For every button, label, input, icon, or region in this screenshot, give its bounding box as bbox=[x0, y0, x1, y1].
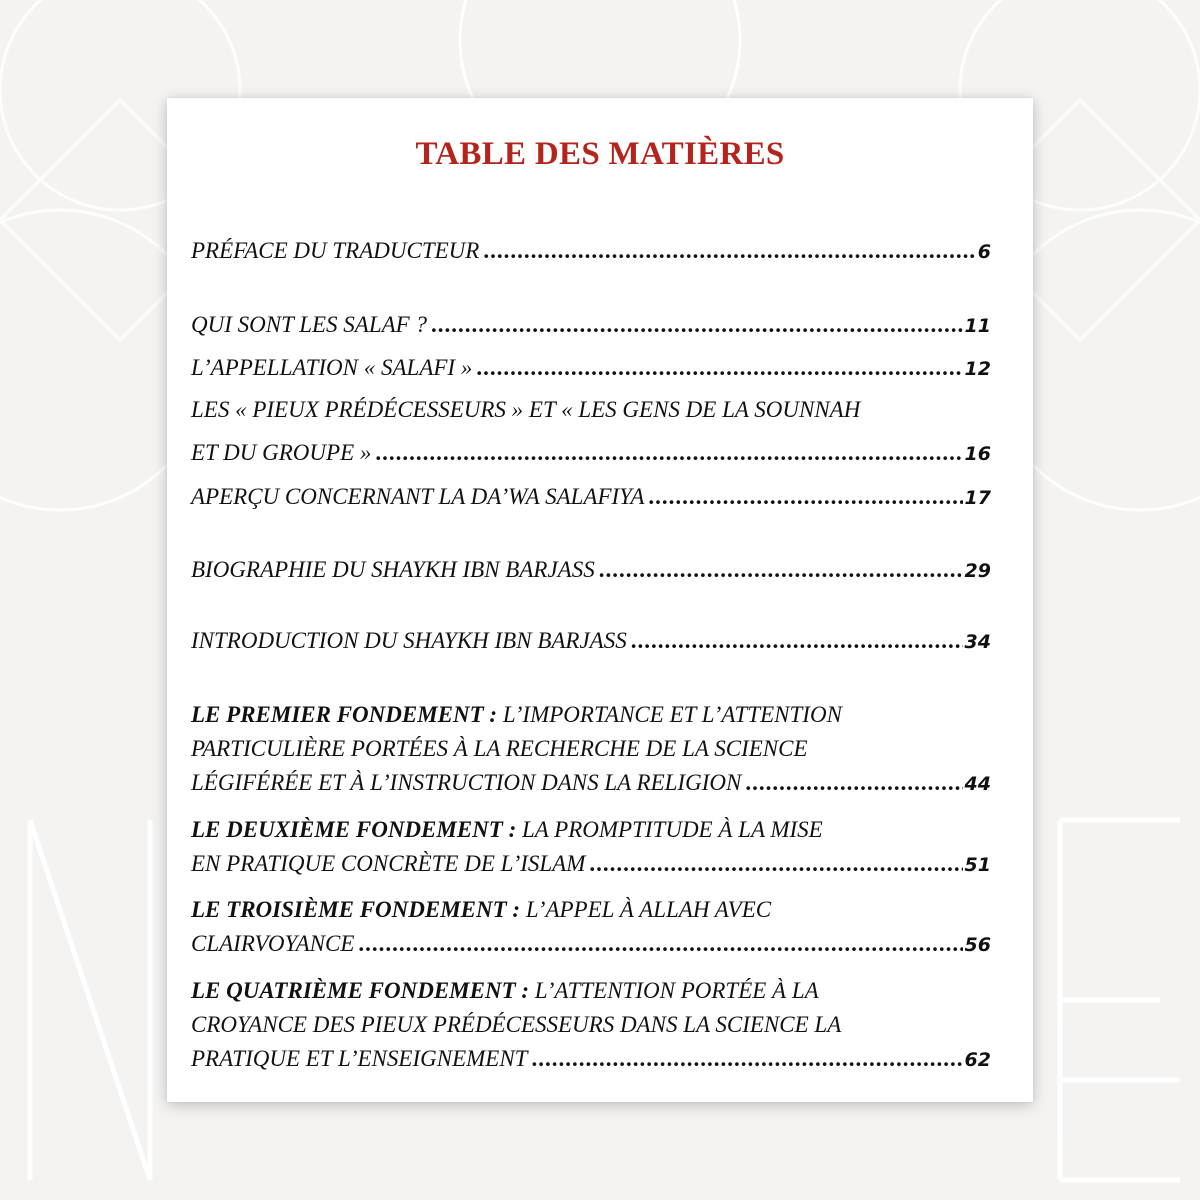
page-title: TABLE DES MATIÈRES bbox=[415, 136, 785, 172]
entry-text: EN PRATIQUE CONCRÈTE DE L’ISLAM bbox=[191, 851, 586, 876]
toc-entry[interactable] bbox=[191, 312, 991, 342]
entry-heading: LE QUATRIÈME FONDEMENT : bbox=[191, 978, 530, 1003]
page-number: 34 bbox=[964, 631, 991, 653]
dot-leader bbox=[531, 1046, 962, 1072]
toc-entry[interactable] bbox=[191, 628, 991, 658]
entry-text: BIOGRAPHIE DU SHAYKH IBN BARJASS bbox=[191, 557, 595, 582]
entry-text: L’APPELLATION « SALAFI » bbox=[191, 355, 473, 380]
entry-text: PRATIQUE ET L’ENSEIGNEMENT bbox=[191, 1046, 528, 1071]
toc-entry[interactable] bbox=[191, 557, 991, 587]
entry-text: CROYANCE DES PIEUX PRÉDÉCESSEURS DANS LA SCIENCE LA bbox=[191, 1012, 842, 1037]
entry-text: L’ATTENTION PORTÉE À LA bbox=[534, 978, 819, 1003]
page-number: 11 bbox=[964, 315, 991, 337]
entry-heading: LE PREMIER FONDEMENT : bbox=[191, 702, 498, 727]
toc-entry[interactable] bbox=[191, 355, 991, 385]
dot-leader bbox=[358, 931, 962, 957]
dot-leader bbox=[599, 557, 963, 583]
entry-text: ET DU GROUPE » bbox=[191, 440, 372, 465]
page-number: 44 bbox=[964, 773, 991, 795]
entry-text: L’IMPORTANCE ET L’ATTENTION bbox=[502, 702, 842, 727]
page-number: 16 bbox=[964, 443, 991, 465]
page-number: 6 bbox=[977, 241, 991, 263]
page-number: 56 bbox=[964, 934, 991, 956]
page-number: 17 bbox=[964, 487, 991, 509]
page-number: 12 bbox=[964, 358, 991, 380]
entry-text: PARTICULIÈRE PORTÉES À LA RECHERCHE DE LA SCIENCE bbox=[191, 736, 808, 761]
dot-leader bbox=[375, 440, 962, 466]
document-page bbox=[167, 98, 1033, 1102]
entry-text: LÉGIFÉRÉE ET À L’INSTRUCTION DANS LA RELIGION bbox=[191, 770, 742, 795]
entry-text: L’APPEL À ALLAH AVEC bbox=[525, 897, 772, 922]
entry-text: LA PROMPTITUDE À LA MISE bbox=[522, 817, 823, 842]
dot-leader bbox=[483, 238, 975, 264]
entry-text: CLAIRVOYANCE bbox=[191, 931, 355, 956]
dot-leader bbox=[476, 355, 962, 381]
dot-leader bbox=[589, 851, 962, 877]
entry-text: INTRODUCTION DU SHAYKH IBN BARJASS bbox=[191, 628, 627, 653]
entry-text: QUI SONT LES SALAF ? bbox=[191, 312, 427, 337]
toc-entry[interactable] bbox=[191, 702, 991, 804]
entry-heading: LE TROISIÈME FONDEMENT : bbox=[191, 897, 521, 922]
dot-leader bbox=[631, 628, 963, 654]
entry-text: PRÉFACE DU TRADUCTEUR bbox=[191, 238, 480, 263]
entry-text: APERÇU CONCERNANT LA DA’WA SALAFIYA bbox=[191, 484, 645, 509]
toc-entry[interactable] bbox=[191, 978, 991, 1080]
page-number: 62 bbox=[964, 1049, 991, 1071]
toc-entry[interactable] bbox=[191, 484, 991, 514]
entry-heading: LE DEUXIÈME FONDEMENT : bbox=[191, 817, 517, 842]
toc-entry[interactable] bbox=[191, 397, 991, 470]
dot-leader bbox=[648, 484, 962, 510]
dot-leader bbox=[431, 312, 963, 338]
page-number: 51 bbox=[964, 854, 991, 876]
page-number: 29 bbox=[964, 560, 991, 582]
dot-leader bbox=[745, 770, 962, 796]
toc-entry[interactable] bbox=[191, 897, 991, 965]
toc-entry[interactable] bbox=[191, 238, 991, 268]
entry-text: LES « PIEUX PRÉDÉCESSEURS » ET « LES GENS DE LA SOUNNAH bbox=[191, 397, 861, 422]
toc-entry[interactable] bbox=[191, 817, 991, 885]
